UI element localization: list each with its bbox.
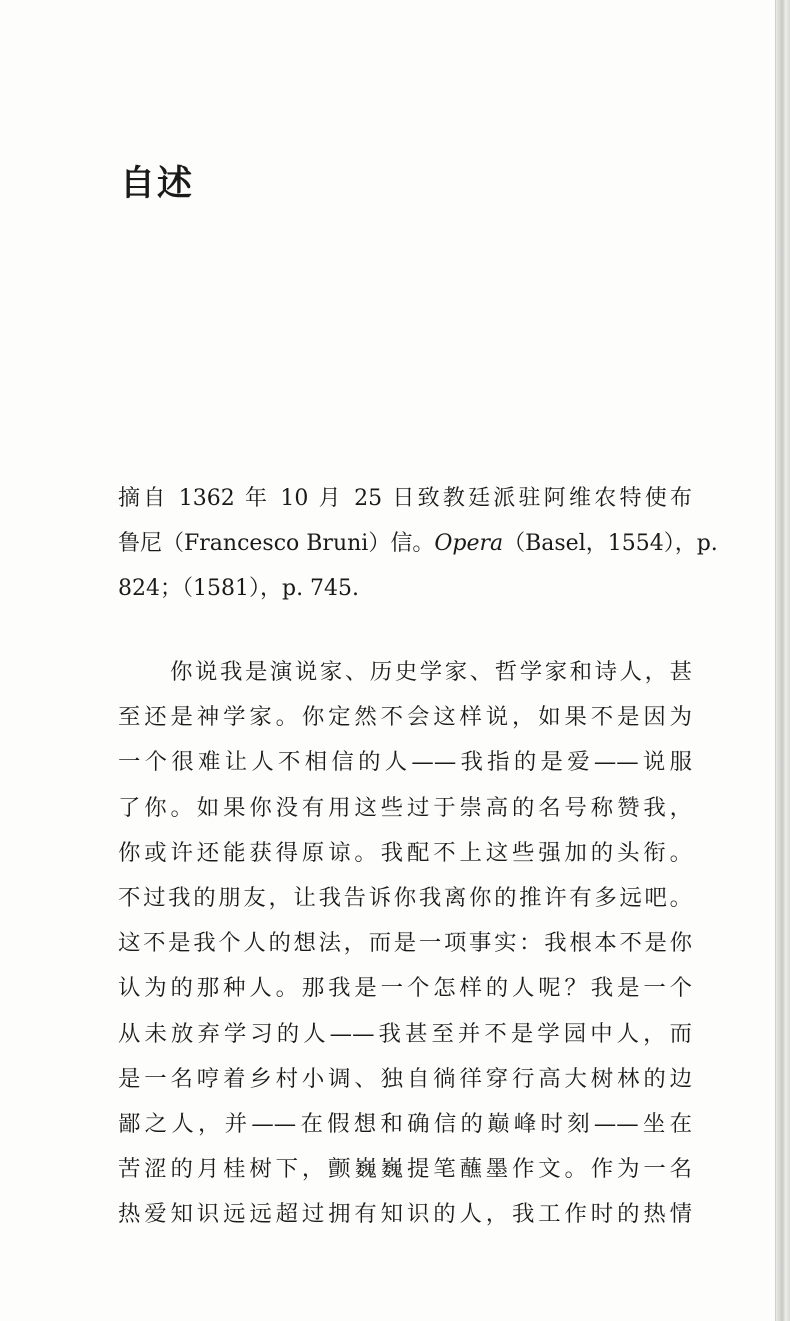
body-line: 认为的那种人。那我是一个怎样的人呢？我是一个 — [118, 975, 692, 1002]
source-line-3: 824；（1581），p. 745. — [118, 576, 360, 601]
body-line: 一个很难让人不相信的人——我指的是爱——说服 — [118, 749, 692, 776]
body-line: 不过我的朋友，让我告诉你我离你的推许有多远吧。 — [118, 885, 692, 912]
source-line-2-text: 鲁尼（Francesco Bruni）信。 — [118, 531, 435, 556]
body-line: 鄙之人，并——在假想和确信的巅峰时刻——坐在 — [118, 1111, 692, 1138]
source-line-1: 摘自 1362 年 10 月 25 日致教廷派驻阿维农特使布 — [118, 486, 692, 511]
body-line: 了你。如果你没有用这些过于崇高的名号称赞我， — [118, 794, 692, 821]
body-line: 至还是神学家。你定然不会这样说，如果不是因为 — [118, 704, 692, 731]
body-line: 你说我是演说家、历史学家、哲学家和诗人，甚 — [170, 659, 692, 685]
source-work-title: Opera — [434, 531, 504, 556]
source-note — [118, 476, 718, 611]
body-line: 这不是我个人的想法，而是一项事实：我根本不是你 — [118, 930, 692, 957]
page-edge — [776, 0, 790, 1321]
chapter-title: 自述 — [120, 164, 195, 204]
source-line-2-citation: （Basel，1554），p. — [503, 531, 718, 556]
body-line: 苦涩的月桂树下，颤巍巍提笔蘸墨作文。作为一名 — [118, 1156, 692, 1183]
source-line-2 — [118, 521, 718, 566]
body-line: 你或许还能获得原谅。我配不上这些强加的头衔。 — [118, 839, 692, 866]
body-line: 热爱知识远远超过拥有知识的人，我工作时的热情 — [118, 1201, 692, 1228]
body-line: 是一名哼着乡村小调、独自徜徉穿行高大树林的边 — [118, 1065, 692, 1092]
body-line: 从未放弃学习的人——我甚至并不是学园中人，而 — [118, 1020, 692, 1047]
body-paragraph — [118, 650, 692, 1238]
